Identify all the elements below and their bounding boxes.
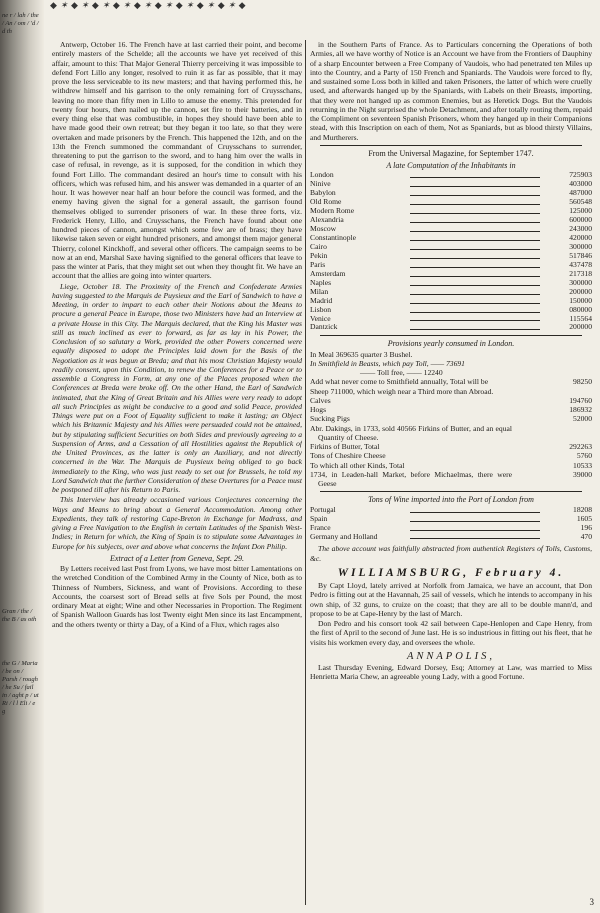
- city-population: 420000: [569, 232, 592, 242]
- city-name: Naples: [310, 277, 332, 287]
- column-divider: [305, 40, 306, 905]
- williamsburg-article-1: By Capt Lloyd, lately arrived at Norfolk from Jamaica, we have an account, that Don Pedro is fitting out at the Havannah, 25 sail of vessels, which he intends to accompany in his own ship, of 32 guns, to cruize on the coast; that they are all to be double mann'd, and propose to be at Cape-Henry by the last of March.: [310, 581, 592, 618]
- wine-origin: Spain: [310, 513, 328, 523]
- binding-text-fragment: ne r / lah / the / An / om / 'd / d th: [2, 12, 39, 35]
- city-name: Babylon: [310, 188, 336, 198]
- city-population: 725903: [569, 170, 592, 180]
- city-population: 125000: [569, 206, 592, 216]
- list-item: Calves 194760: [310, 395, 592, 405]
- city-population: 200000: [569, 322, 592, 332]
- city-name: Paris: [310, 259, 326, 269]
- list-item: 1734, in Leaden-hall Market, before Michaelmas, there were Geese 39000: [310, 469, 592, 489]
- city-name: Dantzick: [310, 322, 338, 332]
- city-name: London: [310, 170, 334, 180]
- city-name: Ninive: [310, 179, 331, 189]
- table-row: [310, 533, 592, 542]
- vaudois-article: in the Southern Parts of France. As to Particulars concerning the Operations of both Armies, all we have worthy of Notice is an Account we have from the Frontiers of Dauphiny of a sharp Encounter between a Free Company of Vaudois, who had penetrated ten Miles up into the Country, and a Party of 150 French and Spaniards. The Vaudois were forced to fly, and sustained some Loss both in killed and taken Prisoners, the latter of which were cruelly used, and afterwards hanged up by the Spaniards, with Labels on their Breasts, importing, that they were not hanged up as common Enemies, but as Heretick Dogs. But the Vaudois returning in the Night surprised the whole Detachment, and after totally routing them, repaid the Compliment on seventeen Spanish Prisoners, whom they hanged up in their Companions stead, with this Inscription on each of them, Not as Spaniards, but as blood thirsty Villains, and Murtherers.: [310, 40, 592, 142]
- list-item: Abr. Dakings, in 1733, sold 40566 Firkins of Butter, and an equal Quantity of Cheese.: [310, 423, 512, 442]
- table-row: [310, 288, 592, 297]
- wine-tons: 470: [580, 531, 592, 541]
- annapolis-article: Last Thursday Evening, Edward Dorsey, Esq; Attorney at Law, was married to Miss Henrietta Maria Chew, an agreeable young Lady, with a good Fortune.: [310, 663, 592, 682]
- list-item: Firkins of Butter, Total 292263: [310, 442, 592, 452]
- right-column: [310, 40, 592, 900]
- city-population: 300000: [569, 277, 592, 287]
- city-population: 217318: [569, 268, 592, 278]
- city-name: Constantinople: [310, 232, 356, 242]
- left-column: [52, 40, 302, 900]
- abstract-note: The above account was faithfully abstracted from authentick Registers of Tolls, Customs, &c.: [310, 544, 592, 563]
- section-rule: [320, 145, 582, 146]
- table-row: [310, 279, 592, 288]
- city-population: 517846: [569, 250, 592, 260]
- table-row: [310, 243, 592, 252]
- table-row: [310, 180, 592, 189]
- liege-article: Liege, October 18. The Proximity of the French and Confederate Armies having suggested to the Marquis de Puysieux and the Earl of Sandwich to have a Meeting, in order to impart to each other their Notions about the Means to procure a general Peace in Europe, those two Ministers have had an Interview at a private House in this City. The Marquis declared, that the King his Master was still as much inclined as ever to forward, as far as lay in his Power, the Conclusion of so salutary a Work, provided the other Powers concerned were equally disposed to adopt the Principles laid down for the Basis of the Negotiation as it was begun at Breda; and that his most Christian Majesty would readily consent, upon this Condition, to renew the Conferences for a Peace or to assemble a Congress in Form, at any one of the Places proposed when the Conferences at Breda were broke off. On the other Hand, the Earl of Sandwich intimated, that the King of Great Britain and his Allies were very ready to adopt all such Principles as might be conducive to a good and solid Peace, provided Things were put on a Foot of Equality sufficient to make it lasting; an Object which his Britannic Majesty and his Allies were persuaded could not be attained, but by stipulating sufficient Securities on both Sides and previously agreeing to a Suspension of Arms, and a Cessation of all Hostilities against the Republick of the United Provinces, as the latter is only an Auxiliary, and not directly concerned in the War. The Marquis de Puysieux being obliged to go back immediately to the King, who was just ready to set out for Brussels, he told my Lord Sandwich that the further Consideration of these Overtures for a Peace must be postponed till after his Return to Paris.: [52, 281, 302, 494]
- williamsburg-article-2: Don Pedro and his consort took 42 sail between Cape-Henlopen and Cape Henry, from the first of April to the second of June last. He is so industrious in fitting out his fleet, that he visits his workmen every day, and oversees the whole.: [310, 619, 592, 647]
- city-name: Venice: [310, 313, 331, 323]
- table-row: [310, 315, 592, 324]
- city-population: 115564: [569, 313, 592, 323]
- page-number: 3: [589, 897, 594, 907]
- list-item: To which all other Kinds, Total 10533: [310, 460, 592, 470]
- table-row: [310, 252, 592, 261]
- table-row: [310, 306, 592, 315]
- city-population: 200000: [569, 286, 592, 296]
- table-row: [310, 216, 592, 225]
- section-rule: [320, 491, 582, 492]
- list-item: In Meal 369635 quarter 3 Bushel.: [310, 349, 413, 359]
- binding-text-fragment: the G / Maria / be on / Parsh / rough / he Su / fail in / aght p / ut Ri / l l Eli / e g: [2, 660, 39, 715]
- city-population: 150000: [569, 295, 592, 305]
- ornamental-header-strip: ◆ ✶ ◆ ✶ ◆ ✶ ◆ ✶ ◆ ✶ ◆ ✶ ◆ ✶ ◆ ✶ ◆ ✶ ◆: [50, 0, 247, 10]
- williamsburg-heading: WILLIAMSBURG, February 4.: [337, 566, 565, 579]
- city-name: Old Rome: [310, 197, 342, 207]
- table-row: [310, 515, 592, 524]
- table-row: [310, 506, 592, 515]
- wine-origin: France: [310, 522, 331, 532]
- wine-origin: Portugal: [310, 504, 336, 514]
- list-item: In Smithfield in Beasts, which pay Toll, —— 73691: [310, 358, 465, 368]
- city-population: 560548: [569, 197, 592, 207]
- city-name: Lisbon: [310, 304, 332, 314]
- source-line: From the Universal Magazine, for September 1747.: [368, 148, 534, 158]
- table-row: [310, 234, 592, 243]
- table-row: [310, 297, 592, 306]
- wine-tons: 18208: [573, 504, 592, 514]
- city-population: 300000: [569, 241, 592, 251]
- provisions-title: Provisions yearly consumed in London.: [387, 339, 515, 349]
- table-row: [310, 261, 592, 270]
- antwerp-article: Antwerp, October 16. The French have at last carried their point, and become entirely masters of the Schelde; all the accounts we have yet received of this affair, amount to this: That Major General Thierry perceiving it was impossible to defend Fort Lillo any longer, resolved to ruin it as far as possible, that it may prove the less serviceable to its new masters; and that having performed this, he withdrew himself and his garrison to the only remaining fort of Cruysschans, leaving no more than fifty men in Lillo to amuse the enemy. This pretended for twenty four hours, then nailed up the cannon, set fire to their batteries, and in every thing else that was combustible, in hopes they should have been able to have made good their own retreat; but they began it too late, so that they were overtaken and made prisoners by the French. This happened the 12th, and on the 13th the French summoned the commandant of Cruysschans to surrender, threatening to put the garrison to the sword, and to hang him over the walls in case of refusal, in revenge, as it is supposed, for the condition in which they found Fort Lillo. The commandant desired an hour's time to consult with his officers, which was refused him, and his answer was demanded in a quarter of an hour. It was however near half an hour before the council was formed, and the enemy having given the signal for a general assault, the garrison found themselves obliged to surrender prisoners of war. In these three forts, viz. Frederick Henry, Lillo, and Cruysschans, the French have found about one hundred pieces of cannon, amongst which some few are of brass; they have likewise taken seven or eight hundred prisoners, and amongst them major general Thierry, colonel Kinckhoff, and several other officers. The campaign seems to be now at an end, Marshal Saxe having signified to the general officers that leave to pass the winter at Paris, that they might set out when they thought fit. We have an account that the allies are going into winter quarters.: [52, 40, 302, 281]
- wine-tons: 1605: [576, 513, 592, 523]
- list-item: Tons of Cheshire Cheese 5760: [310, 451, 592, 461]
- table-row: [310, 207, 592, 216]
- table-row: [310, 189, 592, 198]
- wine-tons: 196: [580, 522, 592, 532]
- section-rule: [320, 335, 582, 336]
- binding-text-fragment: Gran / the / the B / as oth: [2, 608, 37, 623]
- computation-title: A late Computation of the Inhabitants in: [386, 161, 516, 170]
- list-item: —— Toll free, —— 12240: [360, 368, 443, 378]
- list-item: Sucking Pigs 52000: [310, 414, 592, 424]
- table-row: [310, 171, 592, 180]
- city-population: 487000: [569, 188, 592, 198]
- list-item: Sheep 711000, which weigh near a Third more than Abroad.: [310, 386, 494, 396]
- geneva-article: By Letters received last Post from Lyons, we have most bitter Lamentations on the wretched Condition of the Combined Army in the County of Nice, both as to Thinness of Numbers, Sickness, and want of Provisions. According to these Accounts, the coarsest sort of Bread sells at five Sols per Pound, the most ordinary Meat at eight; Wine and other Necessaries in Proportion. The Regiment of Spanish Walloon Guards has lost Twenty eight Men since its last Encampment, and the others twenty or thirty a Day, of a Kind of a Flux, which rages also: [52, 564, 302, 629]
- city-name: Madrid: [310, 295, 333, 305]
- city-population: 080000: [569, 304, 592, 314]
- city-name: Amsterdam: [310, 268, 346, 278]
- list-item: Hogs 186932: [310, 405, 592, 415]
- annapolis-heading: ANNAPOLIS,: [406, 650, 496, 662]
- table-row: [310, 270, 592, 279]
- city-population: 437478: [569, 259, 592, 269]
- wine-imports-table: [310, 506, 592, 542]
- city-name: Cairo: [310, 241, 327, 251]
- city-population: 600000: [569, 215, 592, 225]
- city-name: Moscow: [310, 223, 337, 233]
- provisions-list: [310, 350, 592, 489]
- table-row: [310, 323, 592, 332]
- geneva-extract-heading: Extract of a Letter from Geneva, Sept. 29.: [110, 553, 244, 563]
- wine-title: Tons of Wine imported into the Port of London from: [368, 495, 534, 505]
- city-population: 243000: [569, 223, 592, 233]
- interview-article: This Interview has already occasioned various Conjectures concerning the Ways and Means to bring about a General Accommodation. Among other Expedients, they talk of restoring Cape-Breton in Exchange for Madrass, and giving a Free Navigation to the English in certain Latitudes of the Spanish West-Indies; in Return for which, the King of Spain is to stipulate some Advantages in Europe for his subjects, over and above what concerns the Infant Don Philip.: [52, 495, 302, 551]
- list-item: Add what never come to Smithfield annually, Total will be 98250: [310, 377, 592, 387]
- city-name: Milan: [310, 286, 329, 296]
- wine-origin: Germany and Holland: [310, 531, 378, 541]
- city-name: Pekin: [310, 250, 328, 260]
- city-name: Modern Rome: [310, 206, 355, 216]
- city-population: 403000: [569, 179, 592, 189]
- page-binding-edge: [0, 0, 44, 913]
- inhabitants-table: [310, 171, 592, 332]
- city-name: Alexandria: [310, 215, 344, 225]
